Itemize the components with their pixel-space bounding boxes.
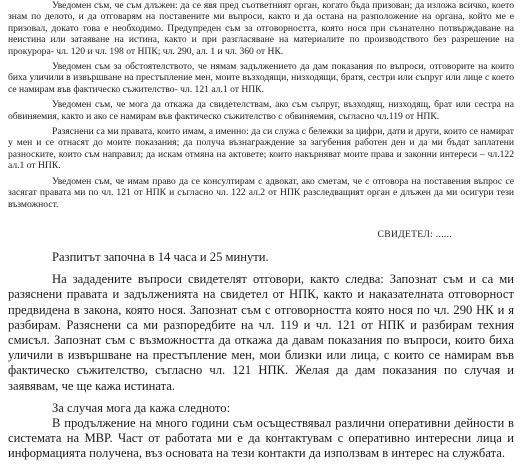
warning-paragraph-duties: Уведомен съм, че съм длъжен: да се явя пред съответният орган, когато бъда призован; да изложа всичко, което знам по делото, и да отговарям на поставените ми въпроси, както и да остана на разположение на органа, който ме е призовал, докато това е необходимо. Предупреден съм за отговорността, която нося при съзнателно потвърждаване на неистина или затаяване на истина, както и при разгласяване на материалите по производството без разрешение на прокурора- чл. 120 и чл. 198 от НПК; чл. 290, ал. 1 и чл. 360 от НК. <box>8 0 514 57</box>
interrogation-body <box>8 250 514 462</box>
warning-paragraph-refusal: Уведомен съм, че мога да откажа да свидетелствам, ако съм съпруг, възходящ, низходящ, брат или сестра на обвиняемия, както и ако се намирам във фактическо съжителство с обвиняемия, съгласно чл.119 от НПК. <box>8 99 514 122</box>
answer-paragraph: На зададените въпроси свидетелят отговори, както следва: Запознат съм и са ми разяснени правата и задълженията на свидетел от НПК, както и наказателната отговорност предвидена в закона, която нося. Запознат съм с отговорността която нося по чл. 290 НК и я разбирам. Разяснени са ми разпоредбите на чл. 119 и чл. 121 от НПК и разбирам техния смисъл. Запознат съм с възможността да откажа да давам показания по въпроси, които биха уличили в извършване на престъпление мен, мои близки или лица, с които се намирам във фактическо съжителство, съгласно чл. 121 НПК. Желая да дам показания по случая и заявявам, че ще кажа истината. <box>8 272 514 393</box>
warnings-block <box>8 0 514 210</box>
case-paragraph: В продължение на много години съм осъществявал различни оперативни дейности в системата на МВР. Част от работата ми е да контактувам с оперативно интересни лица и информацията получена, въз основата на тези контакти да използвам в интерес на службата. <box>8 415 514 461</box>
warning-paragraph-self-incrimination: Уведомен съм за обстоятелството, че нямам задължението да дам показания по въпроси, отговорите на които биха уличили в извършване на престъпление мен, моите възходящи, низходящи, братя, сестри или съпруг или лице с което се намирам във фактическо съжителство- чл. 121 ал.1 от НПК. <box>8 61 514 95</box>
start-time-line: Разпитът започна в 14 часа и 25 минути. <box>52 249 269 264</box>
witness-signature-line: СВИДЕТЕЛ: ...... <box>377 228 452 240</box>
warning-paragraph-rights: Разяснени са ми правата, които имам, а именно: да си служа с бележки за цифри, дати и други, които се намират у мен и се отнасят до моите показания; да получа възнаграждение за загубения работен ден и да ми бъдат заплатени разноските, които съм направил; да искам отмяна на актовете; които накърняват моите права и законни интереси – чл.122 ал.1 от НПК. <box>8 126 514 172</box>
case-intro-line: За случая мога да кажа следното: <box>52 400 231 415</box>
warning-paragraph-lawyer: Уведомен съм, че имам право да се консултирам с адвокат, ако сметам, че с отговора на поставения въпрос се засягат правата ми по чл. 121 от НПК и съгласно чл. 122 ал.2 от НПК разследващият орган е длъжен да ми осигури тези възможност. <box>8 175 514 210</box>
